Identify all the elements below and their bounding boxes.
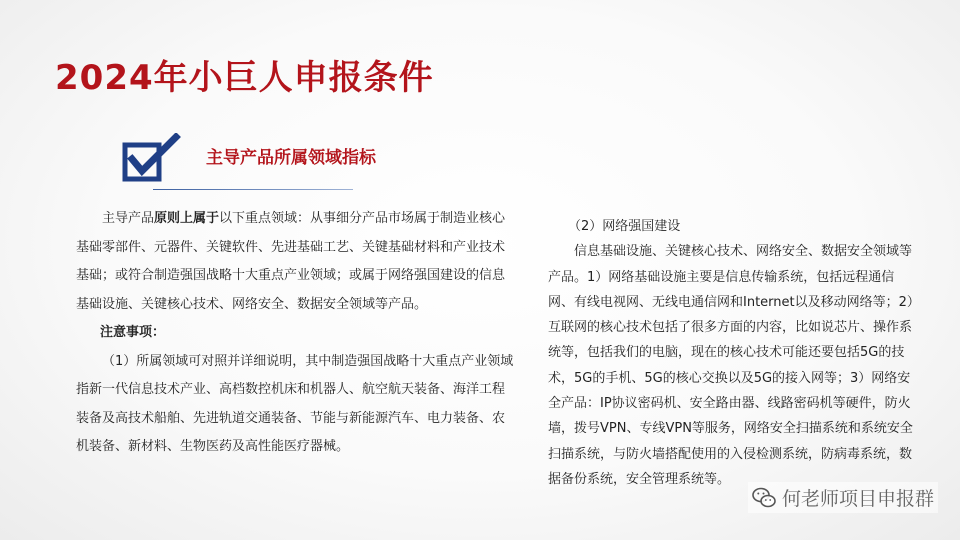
network-power-body: 信息基础设施、关键核心技术、网络安全、数据安全领域等产品。1）网络基础设施主要是信息传输系统，包括远程通信网、有线电视网、无线电通信网和Internet以及移动网络等；2）互联网的核心技术包括了很多方面的内容，比如说芯片、操作系统等，包括我们的电脑，现在的核心技术可能还要包括5G的技术，5G的手机、5G的核心交换以及5G的接入网等；3）网络安全产品：IP协议密码机、安全路由器、线路密码机等硬件，防火墙，拨号VPN、专线VPN等服务，网络安全扫描系统和系统安全扫描系统，与防火墙搭配使用的入侵检测系统，防病毒系统，数据备份系统，安全管理系统等。 [548,244,920,487]
intro-paragraph [76,205,516,319]
intro-emphasis: 原则上属于 [154,211,220,226]
note-1: （1）所属领域可对照并详细说明，其中制造强国战略十大重点产业领域指新一代信息技术产业、高档数控机床和机器人、航空航天装备、海洋工程装备及高技术船舶、先进轨道交通装备、节能与新能源汽车、电力装备、农机装备、新材料、生物医药及高性能医疗器械。 [76,353,514,454]
left-column [76,205,516,462]
watermark [748,482,938,513]
watermark-text: 何老师项目申报群 [781,488,934,510]
section-heading: 主导产品所属领域指标 [206,148,376,168]
notes-title: 注意事项： [100,325,166,340]
checkbox-check-icon [122,133,182,183]
wechat-icon [752,487,776,509]
slide-title: 2024年小巨人申报条件 [55,58,434,98]
network-power-subheading: （2）网络强国建设 [568,219,681,234]
right-column [548,214,920,492]
heading-divider [153,189,353,190]
intro-rest: 以下重点领域：从事细分产品市场属于制造业核心基础零部件、元器件、关键软件、先进基础工艺、关键基础材料和产业技术基础；或符合制造强国战略十大重点产业领域；或属于网络强国建设的信息基础设施、关键核心技术、网络安全、数据安全领域等产品。 [76,211,506,312]
intro-prefix: 主导产品 [102,211,155,226]
